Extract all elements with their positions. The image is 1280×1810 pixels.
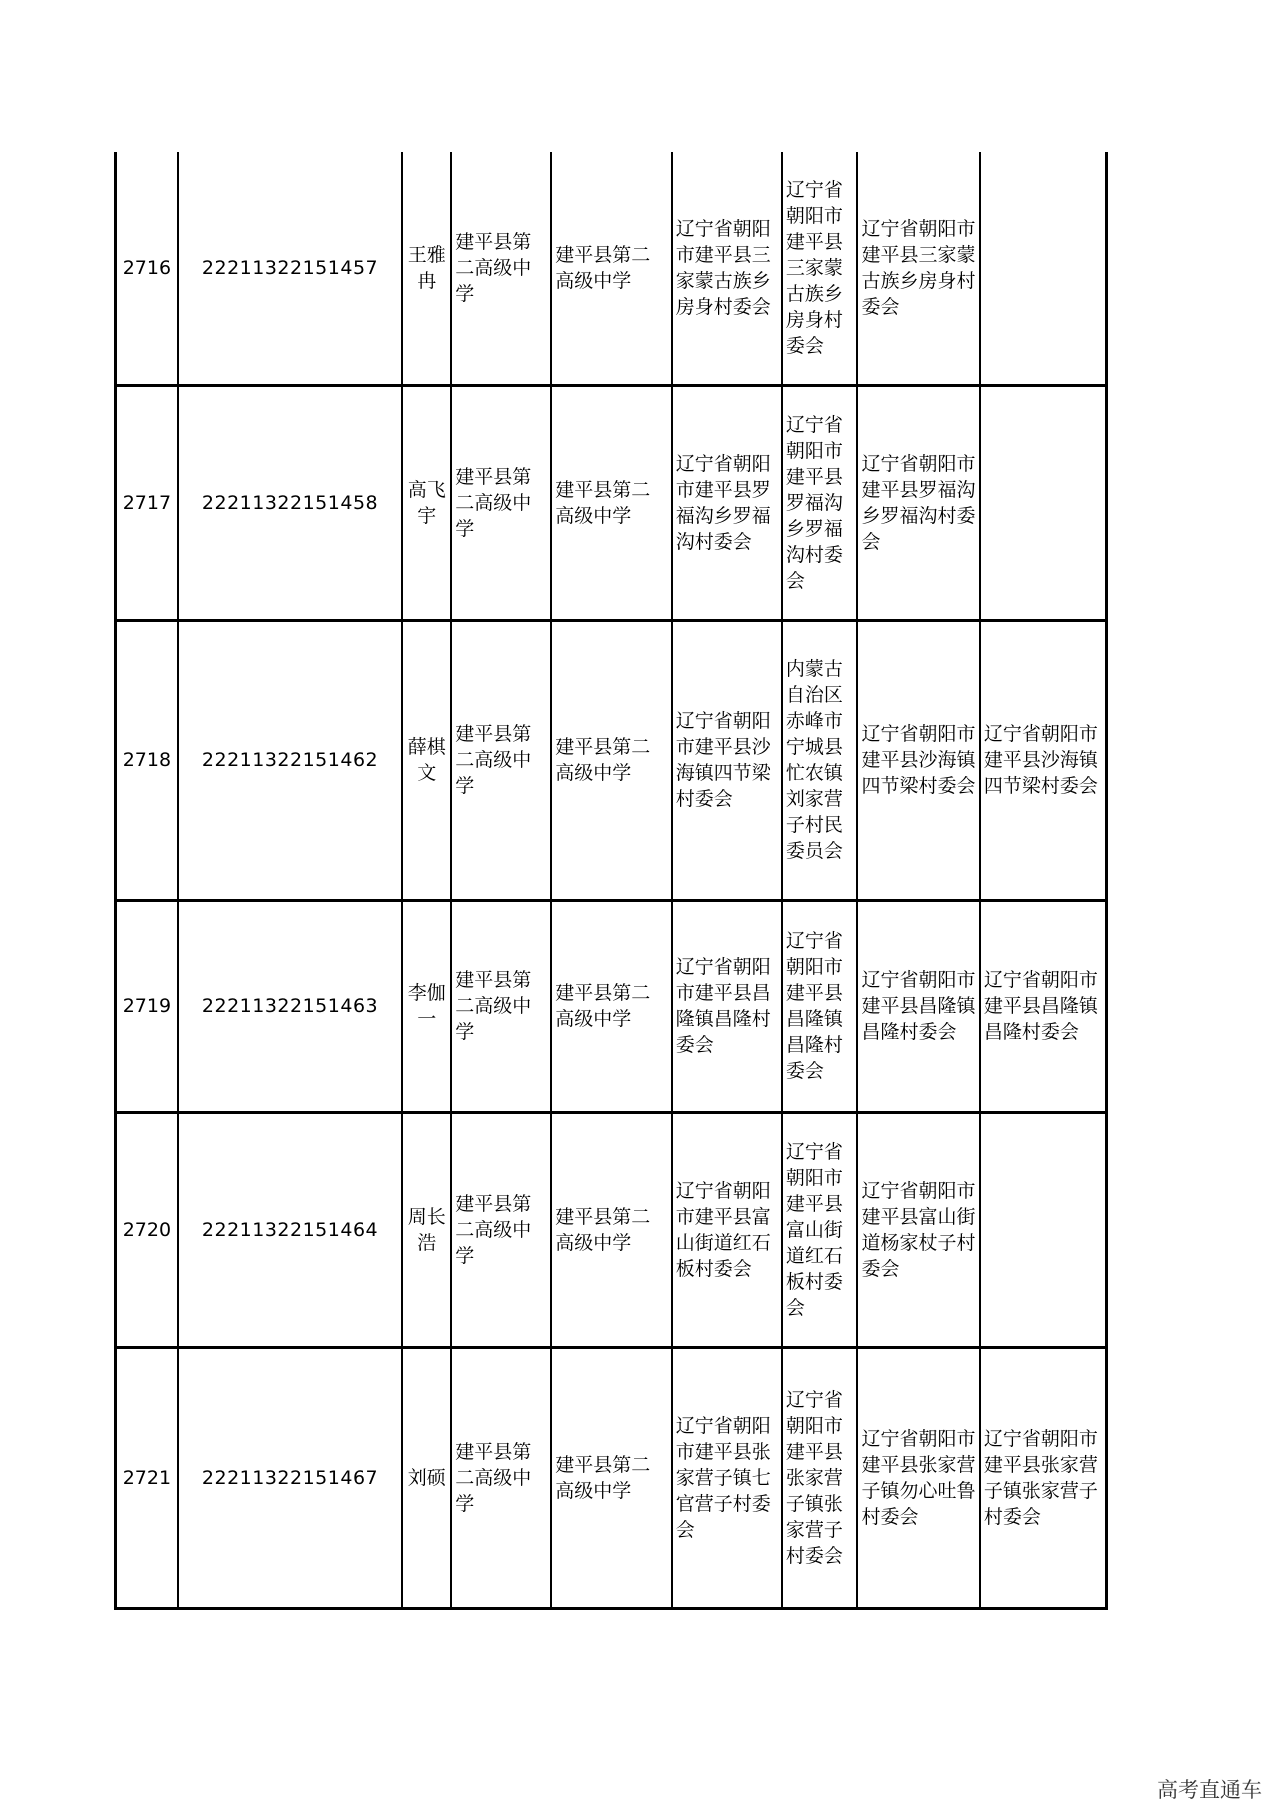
table-row (116, 1347, 1107, 1608)
student-table (114, 152, 1108, 1610)
serial-number: 2716 (116, 152, 178, 385)
enrolled-school: 建平县第二高级中学 (551, 1347, 671, 1608)
student-name: 李伽一 (402, 900, 451, 1112)
household-address: 辽宁省朝阳市建平县三家蒙古族乡房身村委会 (672, 152, 782, 385)
enrolled-school: 建平县第二高级中学 (551, 152, 671, 385)
enrolled-school: 建平县第二高级中学 (551, 900, 671, 1112)
residence-address: 辽宁省朝阳市建平县三家蒙古族乡房身村委会 (857, 152, 979, 385)
extra-address (980, 385, 1107, 620)
guardian-address: 辽宁省朝阳市建平县罗福沟乡罗福沟村委会 (782, 385, 858, 620)
residence-address: 辽宁省朝阳市建平县沙海镇四节梁村委会 (857, 620, 979, 900)
serial-number: 2720 (116, 1112, 178, 1347)
serial-number: 2719 (116, 900, 178, 1112)
extra-address (980, 1112, 1107, 1347)
candidate-id: 22211322151457 (178, 152, 403, 385)
student-name: 周长浩 (402, 1112, 451, 1347)
graduating-school: 建平县第二高级中学 (451, 1112, 551, 1347)
serial-number: 2721 (116, 1347, 178, 1608)
serial-number: 2717 (116, 385, 178, 620)
student-name: 薛棋文 (402, 620, 451, 900)
residence-address: 辽宁省朝阳市建平县昌隆镇昌隆村委会 (857, 900, 979, 1112)
table-row (116, 900, 1107, 1112)
candidate-id: 22211322151458 (178, 385, 403, 620)
candidate-id: 22211322151463 (178, 900, 403, 1112)
student-name: 高飞宇 (402, 385, 451, 620)
graduating-school: 建平县第二高级中学 (451, 385, 551, 620)
student-name: 刘硕 (402, 1347, 451, 1608)
extra-address (980, 152, 1107, 385)
residence-address: 辽宁省朝阳市建平县罗福沟乡罗福沟村委会 (857, 385, 979, 620)
enrolled-school: 建平县第二高级中学 (551, 385, 671, 620)
extra-address: 辽宁省朝阳市建平县沙海镇四节梁村委会 (980, 620, 1107, 900)
student-name: 王雅冉 (402, 152, 451, 385)
candidate-id: 22211322151464 (178, 1112, 403, 1347)
guardian-address: 辽宁省朝阳市建平县张家营子镇张家营子村委会 (782, 1347, 858, 1608)
extra-address: 辽宁省朝阳市建平县张家营子镇张家营子村委会 (980, 1347, 1107, 1608)
table-row (116, 1112, 1107, 1347)
guardian-address: 辽宁省朝阳市建平县富山街道红石板村委会 (782, 1112, 858, 1347)
candidate-id: 22211322151467 (178, 1347, 403, 1608)
household-address: 辽宁省朝阳市建平县张家营子镇七官营子村委会 (672, 1347, 782, 1608)
residence-address: 辽宁省朝阳市建平县富山街道杨家杖子村委会 (857, 1112, 979, 1347)
guardian-address: 内蒙古自治区赤峰市宁城县忙农镇刘家营子村民委员会 (782, 620, 858, 900)
table-row (116, 385, 1107, 620)
extra-address: 辽宁省朝阳市建平县昌隆镇昌隆村委会 (980, 900, 1107, 1112)
table-row (116, 152, 1107, 385)
graduating-school: 建平县第二高级中学 (451, 620, 551, 900)
enrolled-school: 建平县第二高级中学 (551, 620, 671, 900)
graduating-school: 建平县第二高级中学 (451, 900, 551, 1112)
enrolled-school: 建平县第二高级中学 (551, 1112, 671, 1347)
table-row (116, 620, 1107, 900)
serial-number: 2718 (116, 620, 178, 900)
residence-address: 辽宁省朝阳市建平县张家营子镇勿心吐鲁村委会 (857, 1347, 979, 1608)
graduating-school: 建平县第二高级中学 (451, 152, 551, 385)
graduating-school: 建平县第二高级中学 (451, 1347, 551, 1608)
household-address: 辽宁省朝阳市建平县沙海镇四节梁村委会 (672, 620, 782, 900)
household-address: 辽宁省朝阳市建平县富山街道红石板村委会 (672, 1112, 782, 1347)
guardian-address: 辽宁省朝阳市建平县三家蒙古族乡房身村委会 (782, 152, 858, 385)
guardian-address: 辽宁省朝阳市建平县昌隆镇昌隆村委会 (782, 900, 858, 1112)
watermark-text: 高考直通车 (1157, 1778, 1262, 1802)
candidate-id: 22211322151462 (178, 620, 403, 900)
household-address: 辽宁省朝阳市建平县罗福沟乡罗福沟村委会 (672, 385, 782, 620)
household-address: 辽宁省朝阳市建平县昌隆镇昌隆村委会 (672, 900, 782, 1112)
